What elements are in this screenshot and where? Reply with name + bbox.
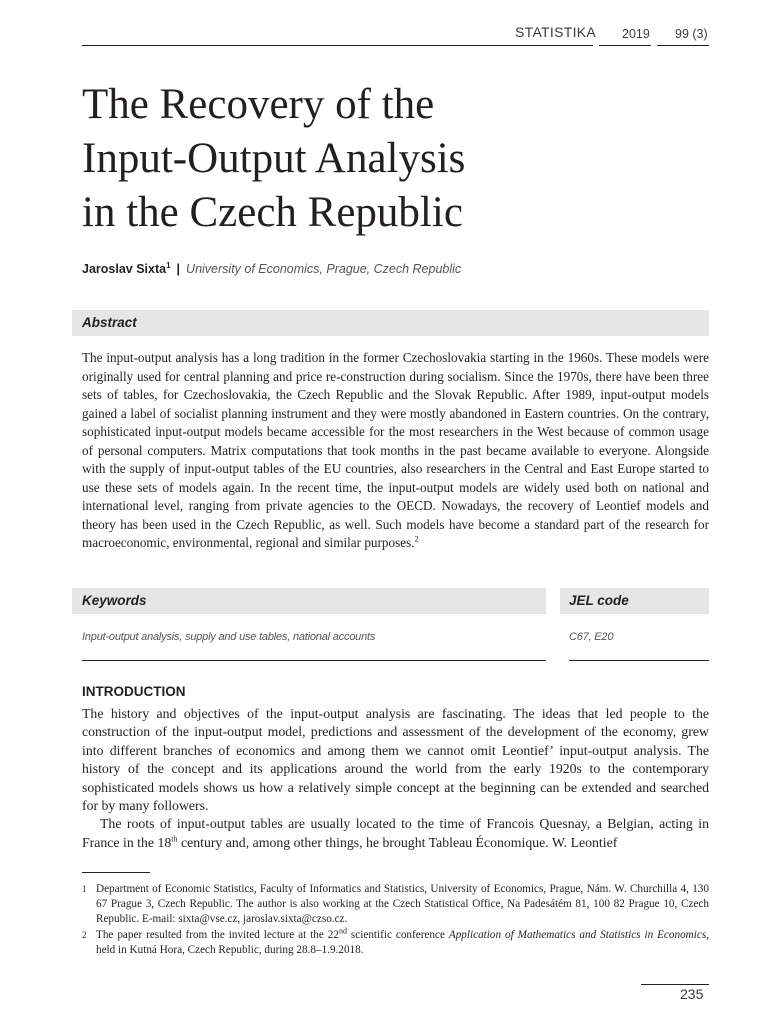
title-line-3: in the Czech Republic <box>82 189 463 236</box>
keywords-heading: Keywords <box>82 593 147 608</box>
author-name: Jaroslav Sixta <box>82 262 167 277</box>
page-title <box>82 78 702 240</box>
author-separator: | <box>176 262 181 277</box>
header-rule-left <box>82 45 593 46</box>
footnote-2-text <box>96 928 709 958</box>
footnote-2-conference: Application of Mathematics and Statistics in Economics <box>448 929 707 941</box>
para2-sup: th <box>171 834 178 844</box>
introduction-paragraph-2 <box>82 815 709 852</box>
footnote-1-text: Department of Economic Statistics, Faculty of Informatics and Statistics, University of Economics, Prague, Nám. W. Churchilla 4, 130 67 Prague 3, Czech Republic. The author is also working at the Czech Statistical Office, Na Padesátém 81, 100 82 Prague 10, Czech Republic. E-mail: sixta@vse.cz, jaroslav.sixta@czso.cz. <box>96 883 709 926</box>
journal-volume: 99 (3) <box>675 27 708 41</box>
title-line-1: The Recovery of the <box>82 81 435 128</box>
author-footnote-ref: 1 <box>166 261 171 270</box>
jel-heading-band <box>560 588 709 614</box>
page-number-rule <box>641 984 709 985</box>
keywords-heading-band <box>72 588 546 614</box>
footnote-rule <box>82 872 150 873</box>
abstract-text <box>82 349 709 553</box>
introduction-body <box>82 705 709 852</box>
footnote-1 <box>82 882 709 928</box>
author-line <box>82 261 461 276</box>
jel-heading: JEL code <box>569 593 629 608</box>
para2-text-a: The roots of input-output tables are usually located to the time of Francois Quesnay, a Belgian, acting in France in the 18 <box>82 816 709 850</box>
footnote-2-text-a: The paper resulted from the invited lecture at the 22 <box>96 929 339 941</box>
introduction-paragraph-1: The history and objectives of the input-output analysis are fascinating. The ideas that led people to the construction of the input-output model, predictions and assessment of the development of the economy, grew into different branches of economics and among them we cannot omit Leontief’ input-output analysis. The history of the concept and its applications around the world from the early 1920s to the contemporary sophisticated models shows us how a relatively simple concept at the beginning can be extended and searched for by many followers. <box>82 706 709 814</box>
abstract-footnote-ref: 2 <box>414 535 419 545</box>
jel-rule <box>569 660 709 661</box>
abstract-heading: Abstract <box>82 315 137 330</box>
footnote-2-text-c: , held in Kutná Hora, Czech Republic, during 28.8–1.9.2018. <box>96 929 709 957</box>
footnote-2-sup: nd <box>338 926 347 936</box>
title-line-2: Input-Output Analysis <box>82 135 466 182</box>
header-rule-right <box>657 45 709 46</box>
jel-text: C67, E20 <box>569 631 614 643</box>
footnote-1-number: 1 <box>82 884 87 894</box>
footnote-2 <box>82 928 709 958</box>
keywords-text: Input-output analysis, supply and use tables, national accounts <box>82 631 376 643</box>
page-number: 235 <box>680 986 704 1002</box>
footnote-2-number: 2 <box>82 930 87 940</box>
journal-year: 2019 <box>622 27 650 41</box>
header-rule-mid <box>599 45 651 46</box>
keywords-rule <box>82 660 546 661</box>
abstract-body: The input-output analysis has a long tradition in the former Czechoslovakia starting in the 1960s. These models were originally used for central planning and price re-construction during socialism. Since the 1970s, there have been three sets of tables, for Czechoslovakia, the Czech Republic and the Slovak Republic. After 1989, input-output models gained a label of socialist planning instrument and they were mostly abandoned in Eastern countries. On the contrary, sophisticated input-output models became accessible for the most researchers in the West because of common usage of personal computers. Matrix computations that took months in the past became available to everyone. Alongside with the supply of input-output tables of the EU countries, also researchers in the Central and East Europe started to use these sets of models again. In the recent time, the input-output models are widely used both on national and international level, ranging from private agencies to the OECD. Nowadays, the recovery of Leontief models and theory has been used in the Czech Republic, as well. Such models have become a standard part of the research for macroeconomic, environmental, regional and similar purposes. <box>82 350 709 551</box>
footnote-2-text-b: scientific conference <box>346 929 449 941</box>
para2-text-b: century and, among other things, he brought Tableau Économique. W. Leontief <box>177 834 618 850</box>
journal-name: STATISTIKA <box>515 24 597 40</box>
introduction-heading: INTRODUCTION <box>82 684 186 699</box>
author-affiliation: University of Economics, Prague, Czech Republic <box>186 262 462 277</box>
abstract-heading-band <box>72 310 709 336</box>
